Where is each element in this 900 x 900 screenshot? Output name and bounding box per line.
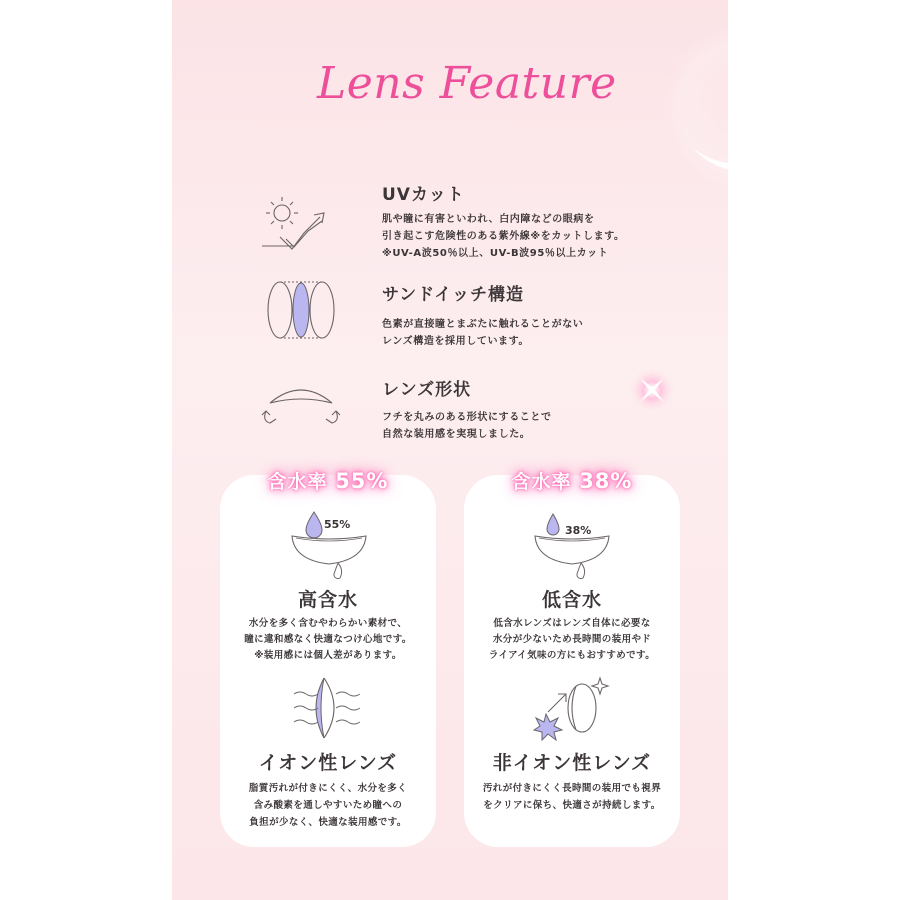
feature-name: UVカット: [382, 185, 465, 205]
lens-edge-shape-icon: [256, 373, 346, 453]
lens-feature-panel: [172, 0, 728, 900]
card-sub-desc-line: 汚れが付きにくく長時間の装用でも視界: [482, 783, 662, 794]
page-title: Lens Feature: [317, 58, 617, 109]
non-ionic-lens-icon: [530, 668, 620, 748]
card-title: 低含水: [541, 589, 602, 611]
feature-desc-line: 肌や瞳に有害といわれ、白内障などの眼病を: [382, 214, 595, 225]
crescent-moon-icon: [662, 22, 728, 192]
sparkle-icon: [627, 365, 677, 415]
card-sub-desc-line: 含み酸素を通しやすいため瞳への: [253, 800, 403, 811]
card-desc-line: 低含水レンズはレンズ自体に必要な: [493, 618, 651, 629]
card-subtitle: 非イオン性レンズ: [492, 752, 652, 774]
badge-value: 38%: [579, 469, 633, 493]
feature-desc-line: 引き起こす危険性のある紫外線※をカットします。: [382, 231, 625, 242]
water-content-badge: [238, 465, 418, 497]
sandwich-layer-icon: [256, 278, 346, 358]
ionic-lens-icon: [284, 672, 374, 752]
card-desc-line: ※装用感には個人差があります。: [254, 650, 402, 661]
feature-desc-line: レンズ構造を採用しています。: [382, 336, 530, 347]
card-desc-line: 水分を多く含むやわらかい素材で、: [248, 618, 408, 629]
sun-uv-icon: [256, 191, 346, 271]
card-desc-line: ライアイ気味の方にもおすすめです。: [488, 650, 656, 661]
feature-desc-line: 自然な装用感を実現しました。: [382, 429, 531, 440]
card-sub-desc-line: 脂質汚れが付きにくく、水分を多く: [248, 783, 408, 794]
feature-desc-line: 色素が直接瞳とまぶたに触れることがない: [382, 319, 584, 330]
card-desc-line: 瞳に違和感なく快適なつけ心地です。: [244, 634, 412, 645]
water-drop-lens-icon: [527, 508, 617, 588]
card-sub-desc-line: 負担が少なく、快適な装用感です。: [249, 817, 407, 828]
card-title: 高含水: [297, 589, 358, 611]
card-subtitle: イオン性レンズ: [258, 752, 398, 774]
badge-label: 含水率: [267, 471, 328, 493]
drop-percentage: 38%: [565, 524, 592, 537]
feature-name: レンズ形状: [382, 380, 472, 400]
badge-label: 含水率: [511, 471, 572, 493]
card-sub-desc-line: をクリアに保ち、快適さが持続します。: [483, 800, 661, 811]
card-desc-line: 水分が少ないため長時間の装用やド: [492, 634, 652, 645]
feature-desc-line: フチを丸みのある形状にすることで: [382, 412, 552, 423]
drop-percentage: 55%: [324, 518, 351, 531]
feature-desc-line: ※UV-A波50％以上、UV-B波95％以上カット: [382, 248, 609, 259]
water-content-badge: [482, 465, 662, 497]
feature-name: サンドイッチ構造: [382, 285, 524, 305]
badge-value: 55%: [335, 469, 389, 493]
